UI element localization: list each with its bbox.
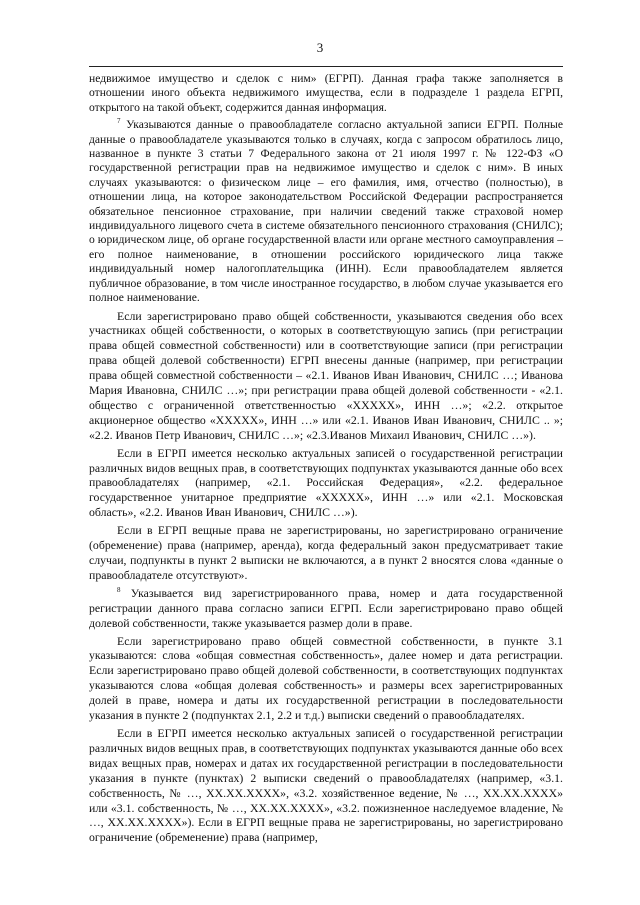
paragraph-no-rights: Если в ЕГРП вещные права не зарегистрированы, но зарегистрировано ограничение (обременение) права (например, аренда), когда федеральный закон предусматривает такие случаи, подпункты в пункт 2 выписки не включаются, а в пункт 2 вносятся слова «данные о правообладателе отсутствуют». <box>89 523 563 582</box>
footnote-8-paragraph <box>89 586 563 631</box>
paragraph-common-ownership: Если зарегистрировано право общей собственности, указываются сведения обо всех участниках общей собственности, о которых в соответствующую запись (при регистрации права общей совместной собственности) или в соответствующие записи (при регистрации права общей долевой собственности) ЕГРП внесены данные (например, при регистрации права общей совместной собственности – «2.1. Иванов Иван Иванович, СНИЛС …; Иванова Мария Ивановна, СНИЛС …»; при регистрации права общей долевой собственности - «2.1. общество с ограниченной ответственностью «XXXXX», ИНН …»; «2.2. открытое акционерное общество «XXXXX», ИНН …» или «2.1. Иванов Иван Иванович, СНИЛС .. »; «2.2. Иванов Петр Иванович, СНИЛС …»; «2.3.Иванов Михаил Иванович, СНИЛС …»). <box>89 308 563 442</box>
footnote-marker-8: 8 <box>117 585 121 594</box>
paragraph-multiple-records: Если в ЕГРП имеется несколько актуальных записей о государственной регистрации различных видов вещных прав, в соответствующих подпунктах указываются данные обо всех правообладателях (например, «2.1. Российская Федерация», «2.2. федеральное государственное унитарное предприятие «XXXXX», ИНН …» или «2.1. Московская область», «2.2. Иванов Иван Иванович, СНИЛС …»). <box>89 445 563 520</box>
paragraph-rights-types: Если в ЕГРП имеется несколько актуальных записей о государственной регистрации различных видов вещных прав, в соответствующих подпунктах указываются данные обо всех видах вещных прав, номерах и датах их государственной регистрации в последовательности указания в пункте (пунктах) 2 выписки сведений о правообладателях (например, «3.1. собственность, № …, XX.XX.XXXX», «3.2. хозяйственное ведение, № …, XX.XX.XXXX» или «3.1. собственность, № …, XX.XX.XXXX», «3.2. пожизненное наследуемое владение, № …, XX.XX.XXXX»). Если в ЕГРП вещные права не зарегистрированы, но зарегистрировано ограничение (обременение) права (например, <box>89 725 563 845</box>
header-rule <box>89 66 563 67</box>
footnote-8-text: Указывается вид зарегистрированного права, номер и дата государственной регистрации данного права согласно записи ЕГРП. Если зарегистрировано право общей долевой собственности, также указывается размер доли в праве. <box>89 585 563 630</box>
paragraph-joint-ownership: Если зарегистрировано право общей совместной собственности, в пункте 3.1 указываются: слова «общая совместная собственность», далее номер и дата регистрации. Если зарегистрировано право общей долевой собственности, в соответствующих подпунктах указываются слова «общая долевая собственность» и размеры всех зарегистрированных долей в праве, номера и даты их государственной регистрации в последовательности указания в пункте 2 (подпунктах 2.1, 2.2 и т.д.) выписки сведений о правообладателях. <box>89 633 563 723</box>
footnote-7-paragraph <box>89 118 563 305</box>
footnote-marker-7: 7 <box>117 117 121 126</box>
paragraph-continuation: недвижимое имущество и сделок с ним» (ЕГРП). Данная графа также заполняется в отношении иного объекта недвижимого имущества, если в подразделе 1 раздела ЕГРП, открытого на такой объект, содержится данная информация. <box>89 72 563 114</box>
document-body <box>89 72 563 848</box>
footnote-7-text: Указываются данные о правообладателе согласно актуальной записи ЕГРП. Полные данные о правообладателе указываются только в случаях, когда с запросом обратилось лицо, названное в пункте 3 статьи 7 Федерального закона от 21 июля 1997 г. № 122-ФЗ «О государственной регистрации прав на недвижимое имущество и сделок с ним». В иных случаях указываются: о физическом лице – его фамилия, имя, отчество (полностью), в отношении лица, на которое законодательством Российской Федерации распространяется обязательное пенсионное страхование, при наличии сведений также страховой номер индивидуального лицевого счета в системе обязательного пенсионного страхования (СНИЛС); о юридическом лице, об органе государственной власти или органе местного самоуправления – его полное наименование, в отношении российского юридического лица также индивидуальный номер налогоплательщика (ИНН). Если правообладателем является публичное образование, в том числе иностранное государство, в любом случае указывается его полное наименование. <box>89 118 563 305</box>
page-number: 3 <box>316 40 324 55</box>
